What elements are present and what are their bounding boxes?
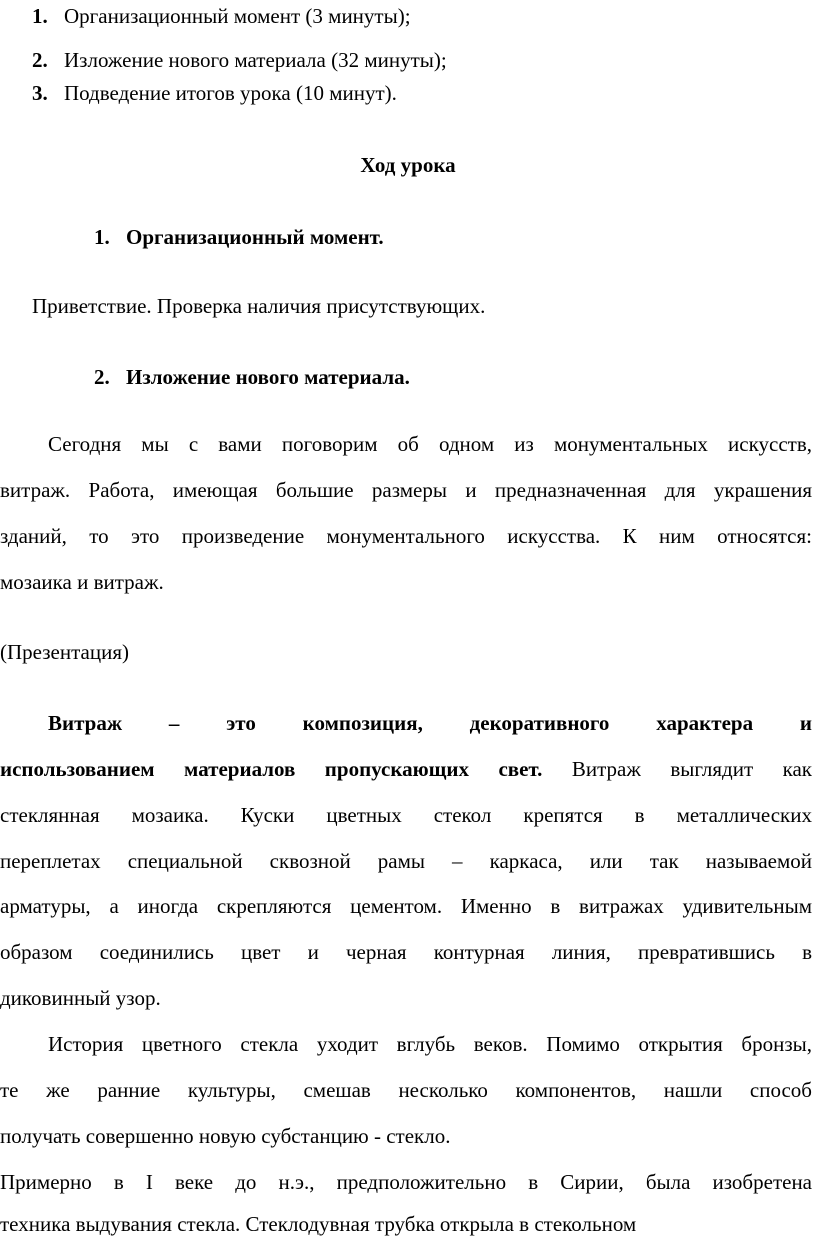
section-title: Изложение нового материала. <box>126 365 410 389</box>
paragraph-line: Сегодня мы с вами поговорим об одном из монументальных искусств, <box>48 432 812 456</box>
paragraph-line: переплетах специальной сквозной рамы – каркаса, или так называемой <box>0 849 812 873</box>
plan-text: Подведение итогов урока (10 минут). <box>64 81 397 105</box>
presentation-note: (Презентация) <box>0 640 129 664</box>
definition-line-1: Витраж – это композиция, декоративного характера и <box>48 711 812 735</box>
definition-line-2 <box>0 756 812 782</box>
paragraph-line: техника выдувания стекла. Стеклодувная трубка открыла в стекольном <box>0 1212 637 1236</box>
paragraph-line: получать совершенно новую субстанцию - стекло. <box>0 1124 451 1148</box>
section-title: Организационный момент. <box>126 225 384 249</box>
paragraph-line: стеклянная мозаика. Куски цветных стекол крепятся в металлических <box>0 803 812 827</box>
lesson-heading: Ход урока <box>360 153 456 177</box>
section-number: 2. <box>94 365 110 389</box>
definition-bold-text: использованием материалов пропускающих свет. <box>0 757 543 781</box>
plan-text: Изложение нового материала (32 минуты); <box>64 48 447 72</box>
paragraph-line: зданий, то это произведение монументального искусства. К ним относятся: <box>0 524 812 548</box>
paragraph-line: образом соединились цвет и черная контурная линия, превратившись в <box>0 940 812 964</box>
plan-number: 2. <box>32 48 48 72</box>
paragraph-line: диковинный узор. <box>0 986 161 1010</box>
paragraph-line: Примерно в I веке до н.э., предположительно в Сирии, была изобретена <box>0 1170 812 1194</box>
paragraph-line: мозаика и витраж. <box>0 570 164 594</box>
paragraph-line: арматуры, а иногда скрепляются цементом. Именно в витражах удивительным <box>0 894 812 918</box>
plan-text: Организационный момент (3 минуты); <box>64 4 411 28</box>
paragraph-line: те же ранние культуры, смешав несколько компонентов, нашли способ <box>0 1078 812 1102</box>
plan-number: 3. <box>32 81 48 105</box>
section-number: 1. <box>94 225 110 249</box>
paragraph-line: витраж. Работа, имеющая большие размеры и предназначенная для украшения <box>0 478 812 502</box>
paragraph-line: История цветного стекла уходит вглубь веков. Помимо открытия бронзы, <box>48 1032 812 1056</box>
greeting-text: Приветствие. Проверка наличия присутствующих. <box>32 294 486 318</box>
plan-number: 1. <box>32 4 48 28</box>
definition-rest-text: Витраж выглядит как <box>542 757 812 781</box>
